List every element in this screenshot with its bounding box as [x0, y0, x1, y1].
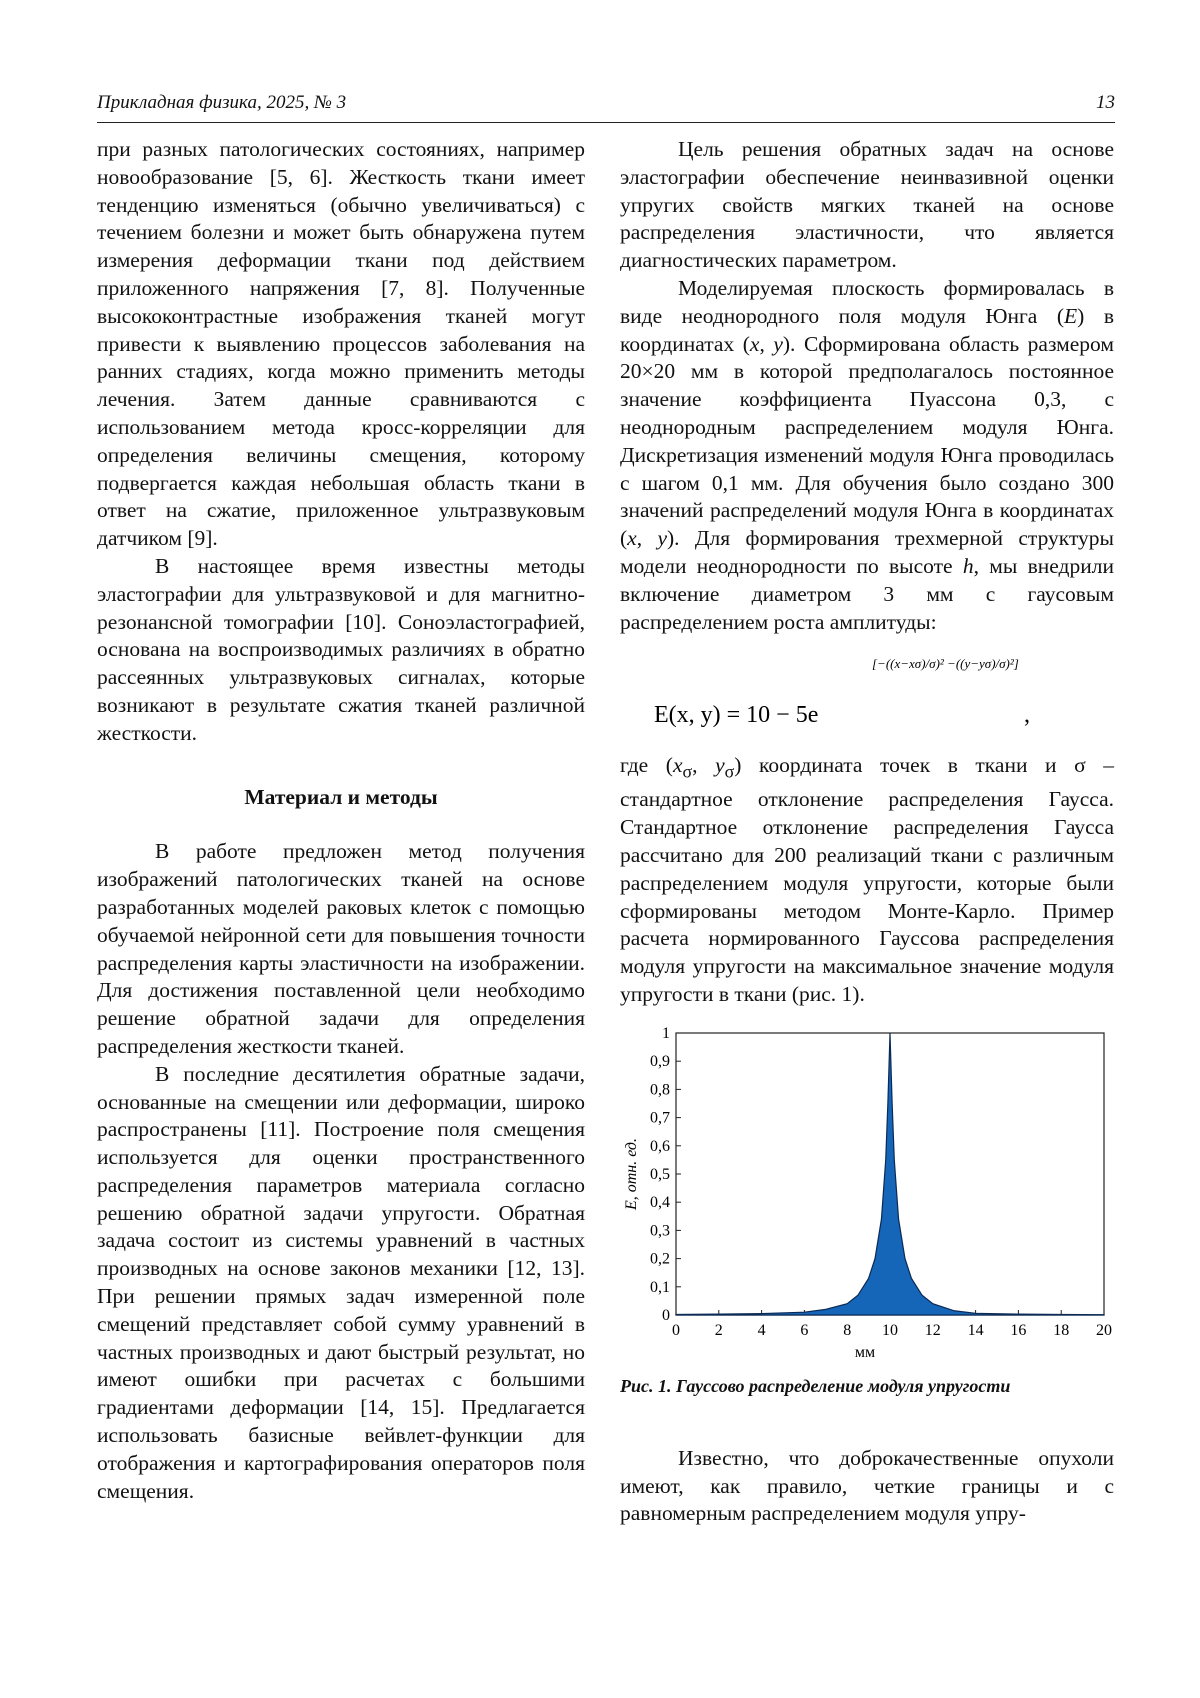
math-subscript: σ — [682, 761, 693, 782]
math-symbol: y — [657, 526, 667, 551]
journal-title: Прикладная физика, 2025, № 3 — [97, 92, 347, 113]
x-tick-label: 6 — [800, 1321, 809, 1339]
figure-1 — [620, 1027, 1114, 1401]
math-symbol: y — [715, 753, 725, 778]
running-header — [97, 90, 1115, 123]
page-number: 13 — [1096, 92, 1115, 113]
gaussian-chart — [620, 1027, 1114, 1367]
text-run: ) в координатах ( — [620, 303, 1115, 356]
paragraph: В последние десятилетия обратные задачи, основанные на смещении или деформации, широко распространены [11]. Построение поля смещения используется для оценки пространственного распределения параметров материала согласно решению обратной задачи упругости. Обратная задача состоит из системы уравнений в частных производных на основе законов механики [12, 13]. При решении прямых задач измеренной поле смещений представляет собой сумму уравнений в частных производных и дают быстрый результат, но имеют ошибки при расчетах с большими градиентами деформации [14, 15]. Предлагается использовать базисные вейвлет-функции для отображения и картографирования операторов поля смещения. — [97, 1061, 585, 1503]
paragraph — [620, 752, 1114, 1008]
y-tick-label: 1 — [662, 1026, 670, 1042]
text-run: , — [692, 753, 716, 778]
equation-lhs: E(x, y) = 10 − 5e — [654, 702, 819, 729]
math-symbol: y — [773, 331, 783, 356]
text-run: , мы внедрили включение диаметром 3 мм с гаусовым распределением роста амплитуды: — [620, 553, 1114, 634]
equation-graphic — [620, 640, 1114, 746]
math-subscript: σ — [724, 761, 735, 782]
text-run: ). Сформирована область размером 20×20 мм в которой предполагалось постоянное значение коэффициента Пуассона 0,3, с неоднородным распределением модуля Юнга. Дискретизация изменений модуля Юнга проводилась с шагом 0,1 мм. Для обучения было создано 300 значений распределений модуля Юнга в координатах ( — [620, 331, 1115, 551]
text-run: , — [759, 331, 774, 356]
section-heading: Материал и методы — [244, 784, 438, 809]
text-run: ). Для формирования трехмерной структуры модели неоднородности по высоте — [620, 526, 1114, 578]
left-column — [97, 136, 585, 1505]
y-tick-label: 0,1 — [650, 1278, 670, 1296]
math-symbol: E — [1064, 303, 1078, 328]
y-tick-label: 0,7 — [650, 1109, 670, 1127]
y-tick-label: 0,8 — [650, 1081, 670, 1099]
equation-comma: , — [1024, 702, 1030, 729]
text-run: где ( — [620, 753, 673, 778]
x-tick-label: 20 — [1096, 1321, 1112, 1339]
math-symbol: x — [627, 526, 637, 551]
y-axis-label: E, отн. ед. — [623, 1137, 640, 1210]
y-tick-label: 0,6 — [650, 1137, 670, 1155]
equation-exponent: [−((x−xσ)/σ)² −((y−yσ)/σ)²] — [872, 656, 1019, 672]
y-tick-label: 0,2 — [650, 1250, 670, 1268]
paragraph: Цель решения обратных задач на основе эластографии обеспечение неинвазивной оценки упругих свойств мягких тканей на основе распределения эластичности, что является диагностических параметром. — [620, 137, 1114, 273]
text-run: ) координата точек в ткани и σ – стандартное отклонение распределения Гаусса. Стандартное отклонение распределения Гаусса рассчитано для 200 реализаций ткани с различным распределением модуля упругости, которые были сформированы методом Монте-Карло. Пример расчета нормированного Гауссова распределения модуля упругости на максимальное значение модуля упругости в ткани (рис. 1). — [620, 753, 1115, 1007]
x-tick-label: 2 — [714, 1321, 723, 1339]
paragraph — [620, 275, 1114, 636]
right-column — [620, 136, 1114, 1528]
y-tick-label: 0,3 — [650, 1222, 670, 1240]
x-tick-label: 8 — [843, 1321, 852, 1339]
text-run: , — [636, 526, 658, 551]
paragraph: В работе предложен метод получения изображений патологических тканей на основе разработанных моделей раковых клеток с помощью обучаемой нейронной сети для повышения точности распределения карты эластичности на изображении. Для достижения поставленной цели необходимо решение обратной задачи для определения распределения жесткости тканей. — [97, 839, 585, 1058]
y-tick-label: 0,4 — [650, 1194, 670, 1212]
x-tick-label: 12 — [924, 1321, 941, 1339]
paragraph: Известно, что доброкачественные опухоли имеют, как правило, четкие границы и с равномерным распределением модуля упру- — [620, 1445, 1114, 1526]
y-tick-label: 0,5 — [650, 1165, 670, 1183]
math-symbol: x — [672, 753, 683, 778]
x-tick-label: 14 — [967, 1321, 984, 1339]
equation — [620, 640, 1114, 746]
y-tick-label: 0 — [662, 1306, 670, 1324]
x-tick-label: 10 — [882, 1321, 898, 1339]
x-axis-label: мм — [854, 1343, 876, 1361]
x-tick-label: 18 — [1053, 1321, 1070, 1339]
paragraph: В настоящее время известны методы эластографии для ультразвуковой и для магнитно-резонансной томографии [10]. Соноэластографией, основана на воспроизводимых различиях в обратно рассеянных ультразвуковых сигналах, которые возникают в результате сжатия тканей различной жесткости. — [97, 553, 585, 745]
text-run: Моделируемая плоскость формировалась в виде неоднородного поля модуля Юнга ( — [620, 275, 1114, 328]
x-tick-label: 4 — [757, 1321, 766, 1339]
x-tick-label: 16 — [1010, 1321, 1027, 1339]
math-symbol: h — [962, 553, 974, 578]
x-tick-label: 0 — [672, 1321, 680, 1339]
y-tick-label: 0,9 — [650, 1053, 670, 1071]
paragraph: при разных патологических состояниях, например новообразование [5, 6]. Жесткость ткани имеет тенденцию изменяться (обычно увеличиваться) с течением болезни и может быть обнаружена путем измерения деформации ткани под действием приложенного напряжения [7, 8]. Полученные высококонтрастные изображения тканей могут привести к выявлению процессов заболевания на ранних стадиях, когда можно применить методы лечения. Затем данные сравниваются с использованием метода кросс-корреляции для определения величины смещения, которому подвергается каждая небольшая область ткани в ответ на сжатие, приложенное ультразвуковым датчиком [9]. — [97, 137, 585, 551]
figure-caption: Рис. 1. Гауссово распределение модуля упругости — [620, 1375, 1011, 1396]
math-symbol: x — [749, 331, 760, 356]
